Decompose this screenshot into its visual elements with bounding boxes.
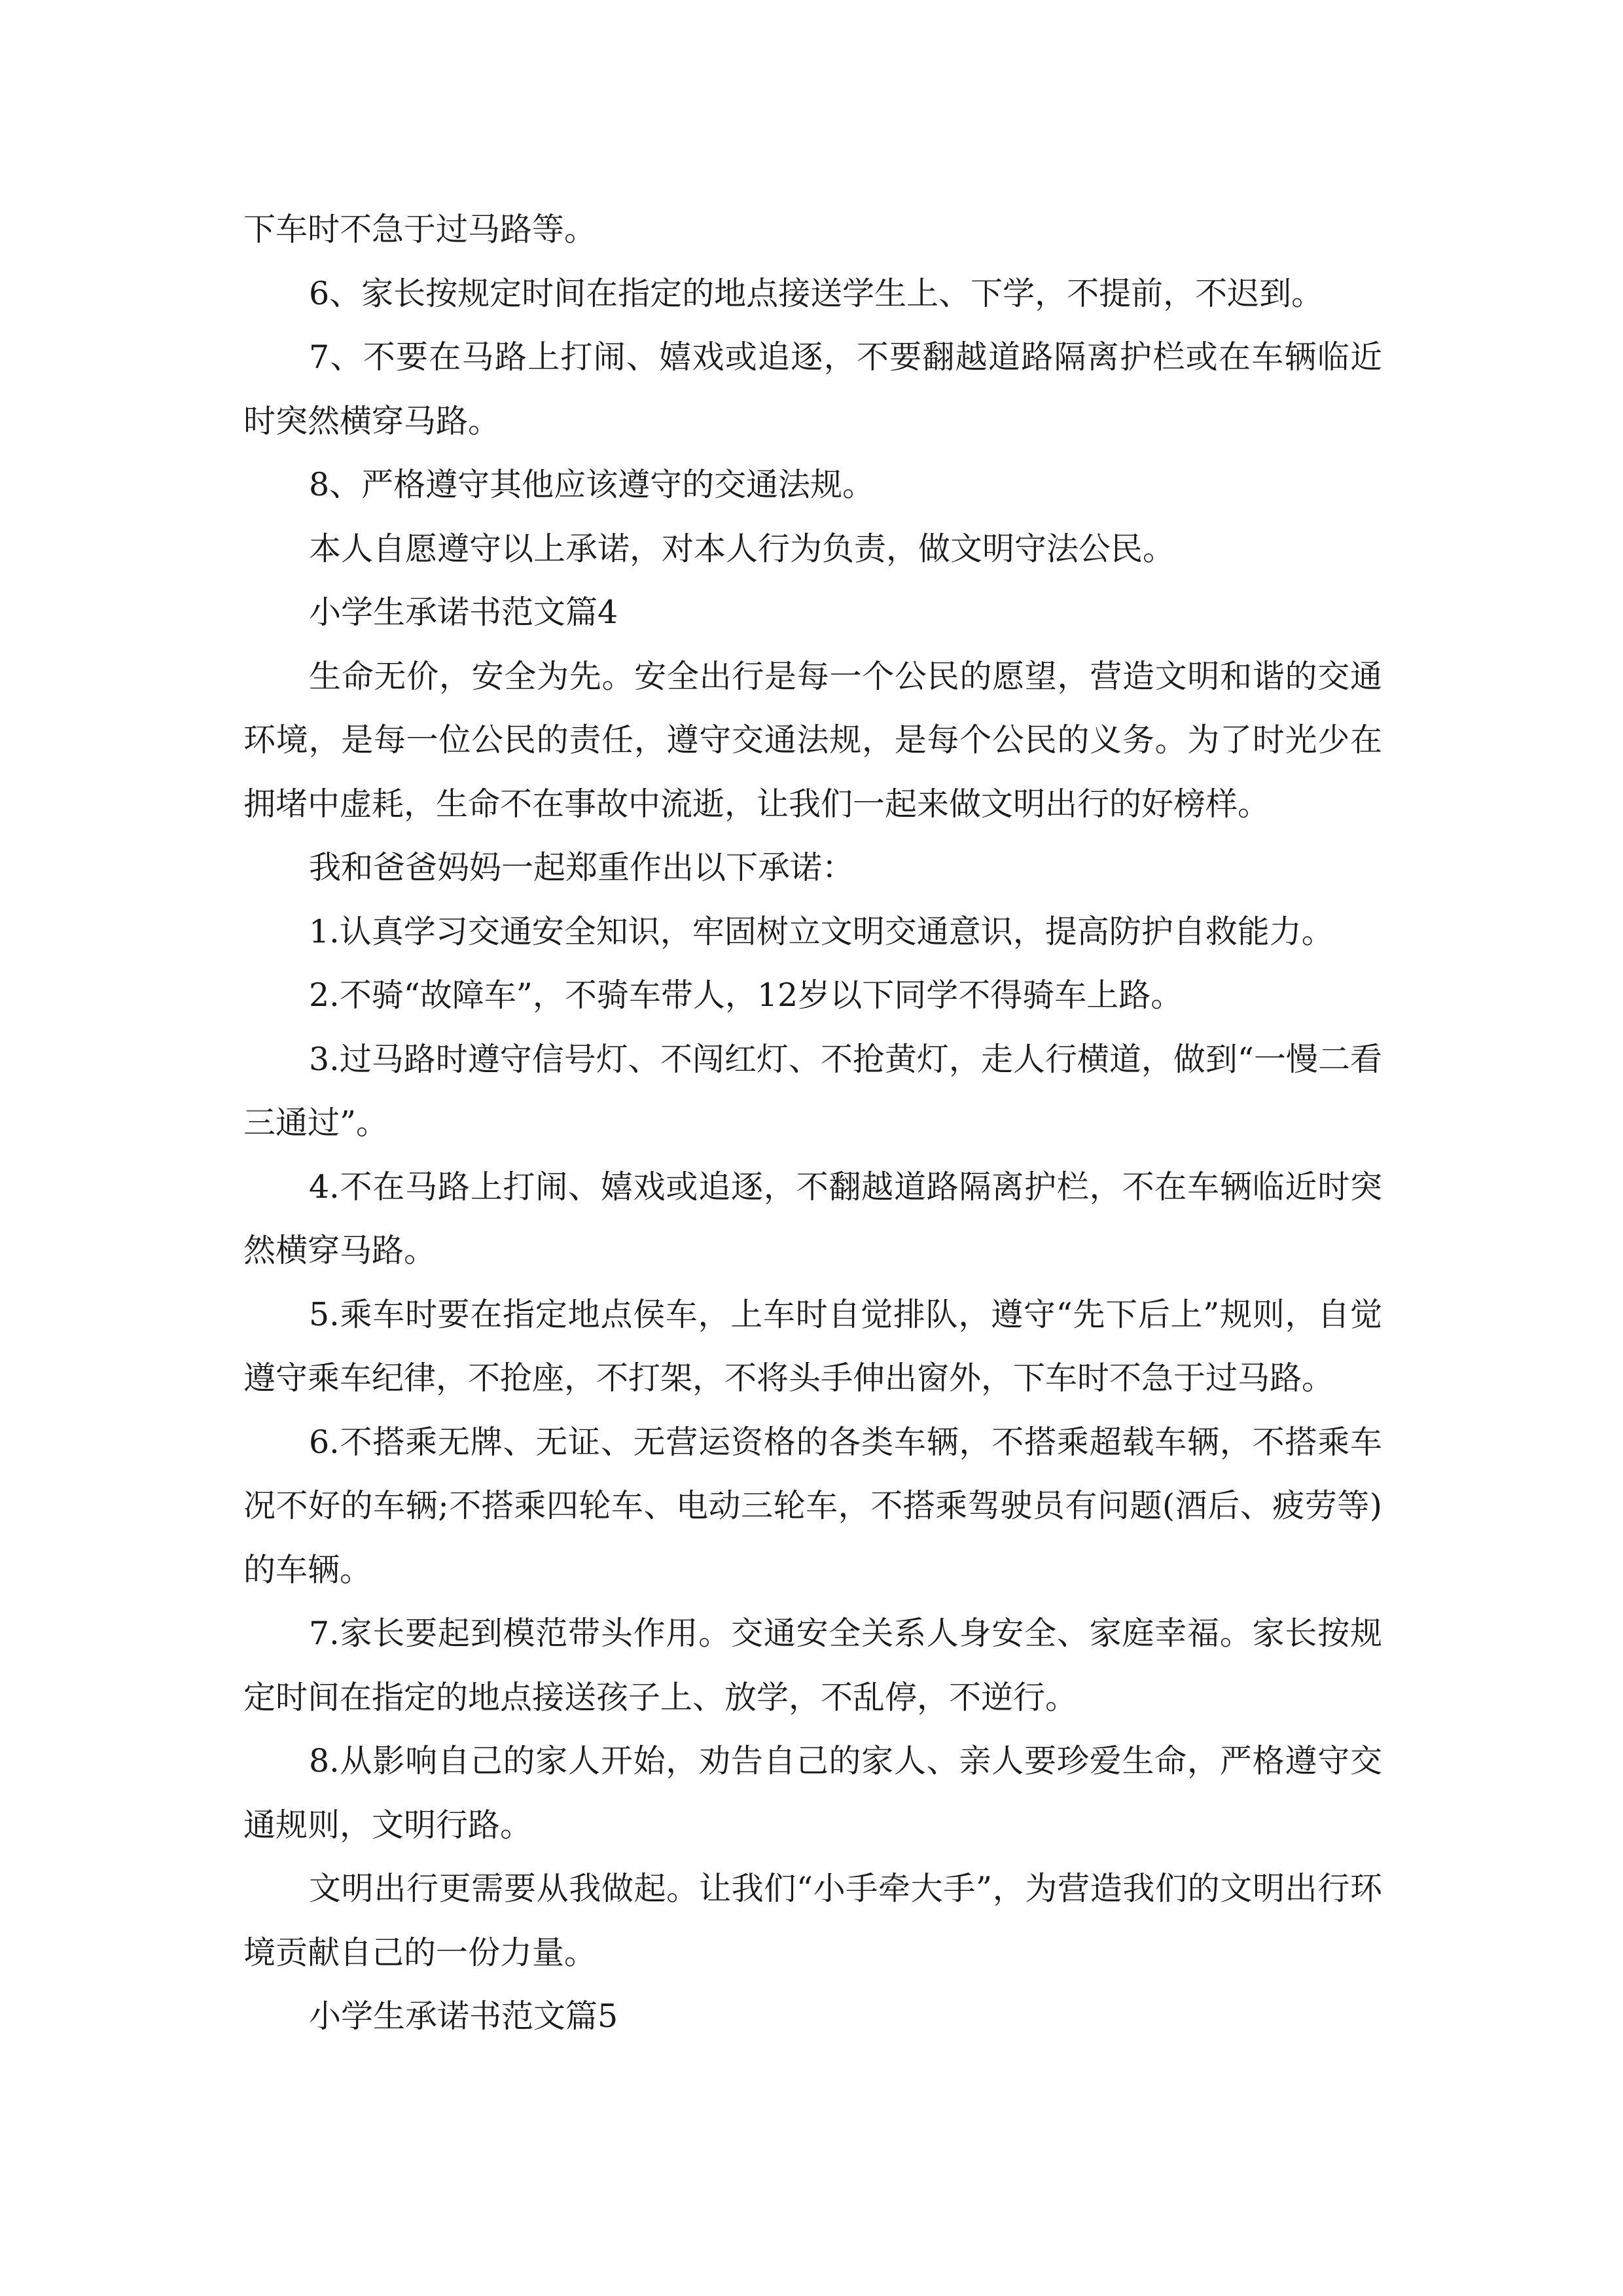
- paragraph-promise: 我和爸爸妈妈一起郑重作出以下承诺：: [309, 849, 855, 886]
- list-item-8: 8.从影响自己的家人开始，劝告自己的家人、亲人要珍爱生命，严格遵守交通规则，文明行路。: [243, 1742, 1382, 1844]
- list-item-6: 6.不搭乘无牌、无证、无营运资格的各类车辆，不搭乘超载车辆，不搭乘车况不好的车辆;不搭乘四轮车、电动三轮车，不搭乘驾驶员有问题(酒后、疲劳等)的车辆。: [243, 1423, 1382, 1588]
- section-heading-5: 小学生承诺书范文篇5: [309, 1998, 618, 2035]
- section-heading-4: 小学生承诺书范文篇4: [309, 594, 618, 631]
- paragraph-rule-8: 8、严格遵守其他应该遵守的交通法规。: [309, 466, 875, 503]
- paragraph-rule-6: 6、家长按规定时间在指定的地点接送学生上、下学，不提前，不迟到。: [309, 274, 1324, 312]
- list-item-4: 4.不在马路上打闹、嬉戏或追逐，不翻越道路隔离护栏，不在车辆临近时突然横穿马路。: [243, 1168, 1382, 1269]
- paragraph-intro: 生命无价，安全为先。安全出行是每一个公民的愿望，营造文明和谐的交通环境，是每一位公民的责任，遵守交通法规，是每个公民的义务。为了时光少在拥堵中虚耗，生命不在事故中流逝，让我们一起来做文明出行的好榜样。: [243, 657, 1382, 823]
- document-body: [243, 198, 1382, 2049]
- paragraph-closing: 文明出行更需要从我做起。让我们“小手牵大手”，为营造我们的文明出行环境贡献自己的一份力量。: [243, 1870, 1382, 1971]
- list-item-7: 7.家长要起到模范带头作用。交通安全关系人身安全、家庭幸福。家长按规定时间在指定的地点接送孩子上、放学，不乱停，不逆行。: [243, 1615, 1382, 1716]
- paragraph-rule-7: 7、不要在马路上打闹、嬉戏或追逐，不要翻越道路隔离护栏或在车辆临近时突然横穿马路。: [243, 338, 1382, 440]
- list-item-3: 3.过马路时遵守信号灯、不闯红灯、不抢黄灯，走人行横道，做到“一慢二看三通过”。: [243, 1040, 1382, 1141]
- paragraph-pledge-close: 本人自愿遵守以上承诺，对本人行为负责，做文明守法公民。: [309, 529, 1175, 567]
- list-item-2: 2.不骑“故障车”，不骑车带人，12岁以下同学不得骑车上路。: [309, 977, 1183, 1014]
- paragraph-continuation: 下车时不急于过马路等。: [243, 211, 597, 248]
- list-item-5: 5.乘车时要在指定地点侯车，上车时自觉排队，遵守“先下后上”规则，自觉遵守乘车纪律，不抢座，不打架，不将头手伸出窗外，下车时不急于过马路。: [243, 1295, 1382, 1397]
- list-item-1: 1.认真学习交通安全知识，牢固树立文明交通意识，提高防护自救能力。: [309, 912, 1334, 950]
